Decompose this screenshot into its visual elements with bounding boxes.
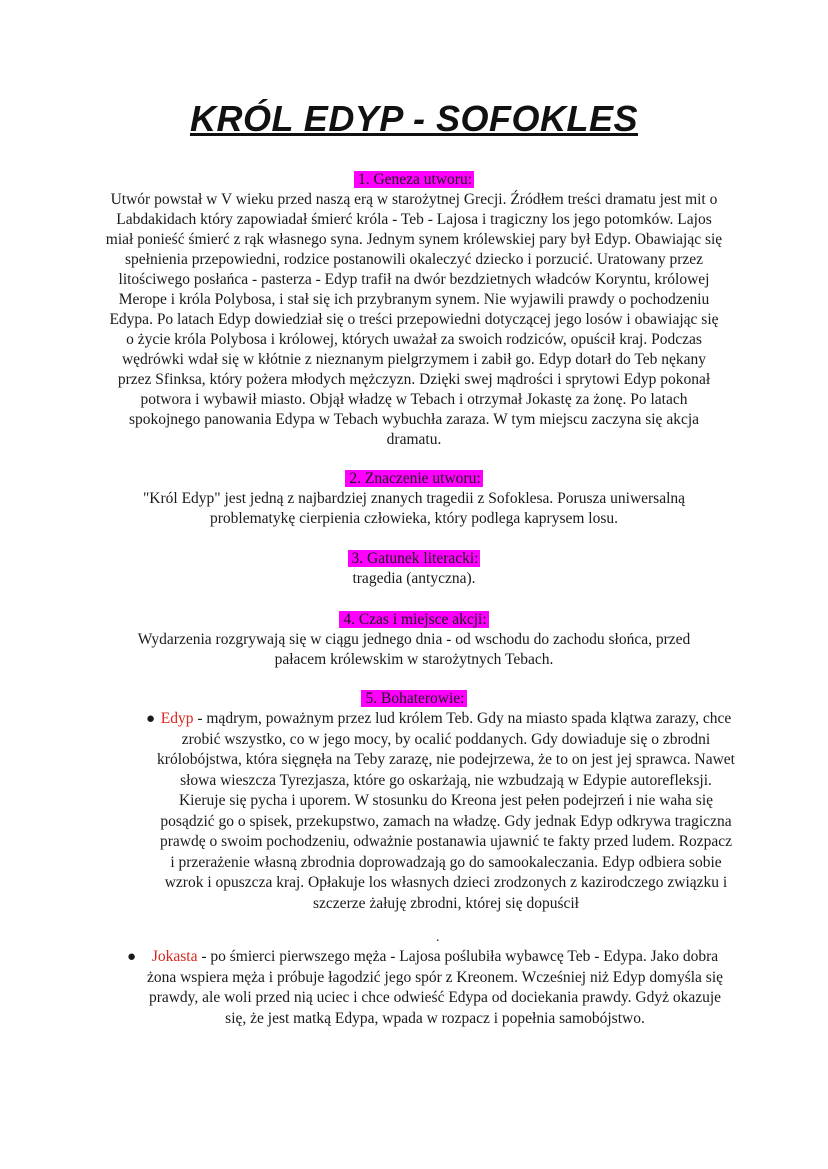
- section-heading-meaning: [0, 469, 828, 489]
- heading-highlight: 1. Geneza utworu:: [354, 171, 474, 188]
- stray-dot: .: [436, 930, 440, 945]
- bullet-icon: ●: [146, 711, 156, 727]
- character-description: - po śmierci pierwszego męża - Lajosa poślubiła wybawcę Teb - Edypa. Jako dobra żona wspiera męża i próbuje łagodzić jego spór z Kreonem. Wcześniej niż Edyp domyśla się prawdy, ale woli przed nią uciec i chce odwieść Edypa od dociekania prawdy. Gdyż okazuje się, że jest matką Edypa, wpada w rozpacz i popełnia samobójstwo.: [146, 948, 724, 1027]
- section-text-genesis: Utwór powstał w V wieku przed naszą erą w starożytnej Grecji. Źródłem treści dramatu jest mit o Labdakidach który zapowiadał śmierć króla - Teb - Lajosa i tragiczny los jego potomków. Lajos miał ponieść śmierć z rąk własnego syna. Jednym synem królewskiej pary był Edyp. Obawiając się spełnienia przepowiedni, rodzice postanowili okaleczyć dziecko i porzucić. Uratowany przez litościwego posłańca - pasterza - Edyp trafił na dwór bezdzietnych władców Koryntu, królowej Merope i króla Polybosa, i stał się ich przybranym synem. Nie wyjawili prawdy o pochodzeniu Edypa. Po latach Edyp dowiedział się o treści przepowiedni dotyczącej jego losów i obawiając się o życie króla Polybosa i królowej, których uważał za swoich rodziców, opuścił kraj. Podczas wędrówki wdał się w kłótnie z nieznanym pielgrzymem i zabił go. Edyp dotarł do Teb nękany przez Sfinksa, który pożera młodych mężczyzn. Dzięki swej mądrości i sprytowi Edyp pokonał potwora i wybawił miasto. Objął władzę w Tebach i otrzymał Jokastę za żonę. Po latach spokojnego panowania Edypa w Tebach wybuchła zaraza. W tym miejscu zaczyna się akcja dramatu.: [105, 191, 723, 448]
- character-edyp: [156, 709, 736, 914]
- section-text-genre: tragedia (antyczna).: [352, 570, 476, 587]
- section-text-time-place: Wydarzenia rozgrywają się w ciągu jednego dnia - od wschodu do zachodu słońca, przed pałacem królewskim w starożytnych Tebach.: [137, 631, 691, 668]
- character-name: Edyp: [160, 710, 194, 727]
- character-name: Jokasta: [151, 948, 198, 965]
- heading-highlight: 5. Bohaterowie:: [361, 690, 466, 707]
- heading-highlight: 2. Znaczenie utworu:: [345, 470, 482, 487]
- page-title: KRÓL EDYP - SOFOKLES: [189, 98, 639, 139]
- section-heading-genre: [0, 549, 828, 569]
- list-item-jokasta: [0, 947, 828, 1057]
- heading-highlight: 4. Czas i miejsce akcji:: [339, 611, 488, 628]
- section-heading-characters: [0, 689, 828, 709]
- section-heading-time-place: [0, 610, 828, 630]
- section-heading-genesis: [0, 170, 828, 190]
- list-item-edyp: [0, 709, 828, 934]
- section-text-meaning: "Król Edyp" jest jedną z najbardziej znanych tragedii z Sofoklesa. Porusza uniwersalną problematykę cierpienia człowieka, który podlega kaprysem losu.: [142, 490, 686, 527]
- character-jokasta: [144, 947, 726, 1029]
- character-description: - mądrym, poważnym przez lud królem Teb. Gdy na miasto spada klątwa zarazy, chce zrobić wszystko, co w jego mocy, by ocalić poddanych. Gdy dowiaduje się o zbrodni królobójstwa, która sięgnęła na Teby zarazę, nie podejrzewa, że to on jest jej sprawca. Nawet słowa wieszcza Tyrezjasza, które go oskarżają, nie wzbudzają w Edypie autorefleksji. Kieruje się pycha i uporem. W stosunku do Kreona jest pełen podejrzeń i nie waha się posądzić go o spisek, przekupstwo, zamach na władzę. Gdy jednak Edyp odkrywa tragiczna prawdę o swoim pochodzeniu, odważnie postanawia ujawnić te fakty przed ludem. Rozpacz i przerażenie własną zbrodnia doprowadzają go do samookaleczania. Edyp odbiera sobie wzrok i opuszcza kraj. Opłakuje los własnych dzieci zrodzonych z kazirodczego związku i szczerze żałuję zbrodni, której się dopuścił: [157, 710, 735, 912]
- bullet-icon: ●: [127, 949, 137, 965]
- heading-highlight: 3. Gatunek literacki:: [348, 550, 481, 567]
